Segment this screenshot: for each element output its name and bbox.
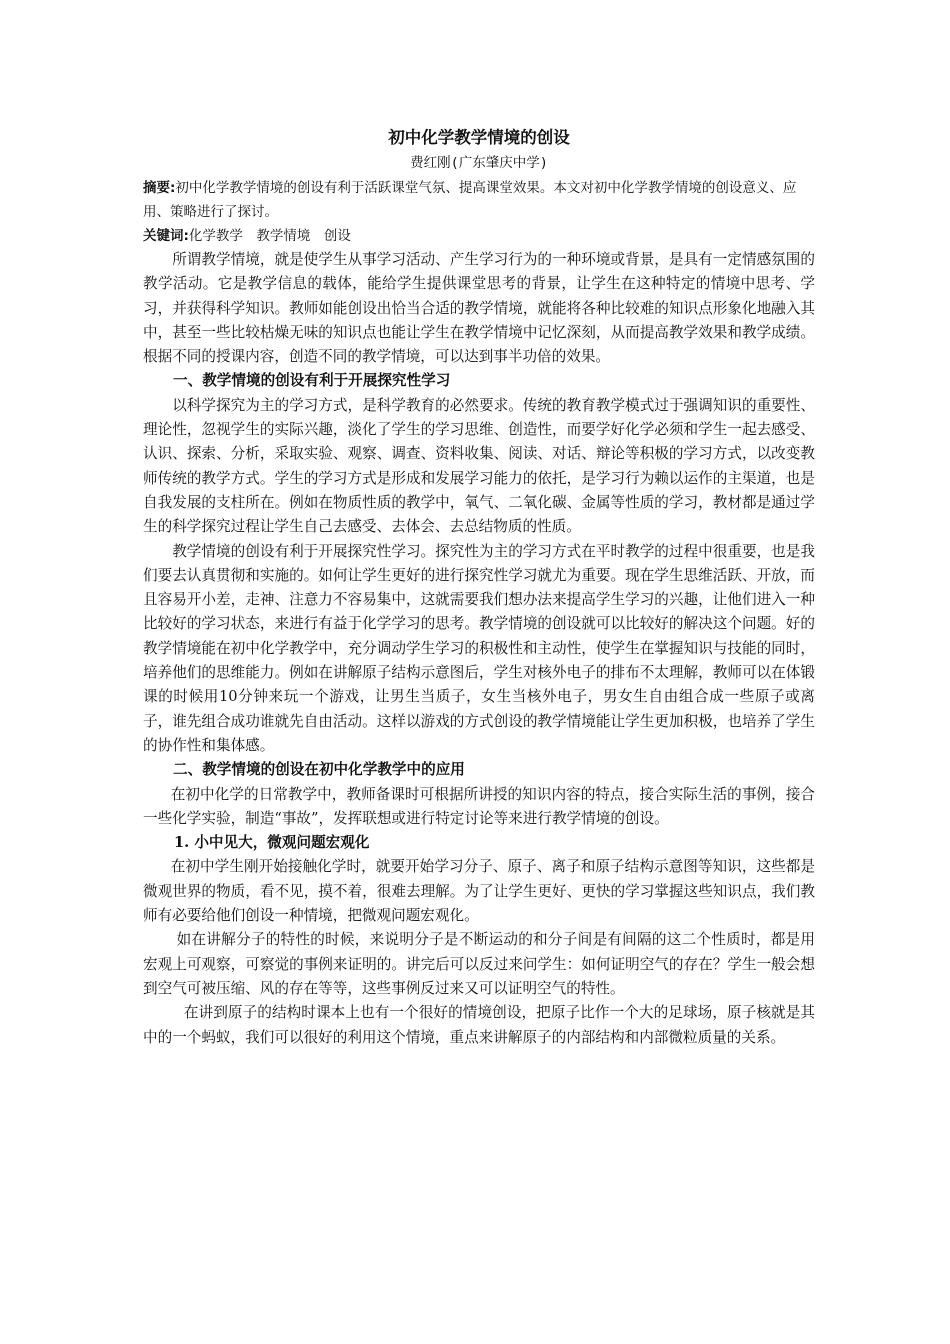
document-title: 初中化学教学情境的创设 <box>388 128 570 147</box>
author-line: 费红刚(广东肇庆中学) <box>410 155 548 171</box>
keywords <box>143 224 815 248</box>
section1-heading: 一、教学情境的创设有利于开展探究性学习 <box>173 372 451 390</box>
intro-paragraph: 所谓教学情境，就是使学生从事学习活动、产生学习行为的一种环境或背景，是具有一定情感氛围的教学活动。它是教学信息的载体，能给学生提供课堂思考的背景，让学生在这种特定的情境中思考、学习，并获得科学知识。教师如能创设出恰当合适的教学情境，就能将各种比较难的知识点形象化地融入其中，甚至一些比较枯燥无味的知识点也能让学生在教学情境中记忆深刻，从而提高教学效果和教学成绩。根据不同的授课内容，创造不同的教学情境，可以达到事半功倍的效果。 <box>143 251 815 366</box>
abstract <box>143 176 815 224</box>
keywords-label: 关键词: <box>143 228 189 244</box>
abstract-label: 摘要: <box>143 180 176 196</box>
subsection1-paragraph-1: 在初中学生刚开始接触化学时，就要开始学习分子、原子、离子和原子结构示意图等知识，这些都是微观世界的物质，看不见，摸不着，很难去理解。为了让学生更好、更快的学习掌握这些知识点，我们教师有必要给他们创设一种情境，把微观问题宏观化。 <box>143 858 815 925</box>
document-page <box>143 126 815 1050</box>
subsection1-paragraph-2: 如在讲解分子的特性的时候，来说明分子是不断运动的和分子间是有间隔的这二个性质时，都是用宏观上可观察，可察觉的事例来证明的。讲完后可以反过来问学生：如何证明空气的存在？学生一般会想到空气可被压缩、风的存在等等，这些事例反过来又可以证明空气的特性。 <box>143 931 815 997</box>
abstract-text: 初中化学教学情境的创设有利于活跃课堂气氛、提高课堂效果。本文对初中化学教学情境的创设意义、应用、策略进行了探讨。 <box>143 180 797 220</box>
keywords-text: 化学教学 教学情境 创设 <box>188 228 351 244</box>
section2-heading: 二、教学情境的创设在初中化学教学中的应用 <box>173 761 465 779</box>
section2-paragraph-1: 在初中化学的日常教学中，教师备课时可根据所讲授的知识内容的特点，接合实际生活的事例，接合一些化学实验，制造“事故”，发挥联想或进行特定讨论等来进行教学情境的创设。 <box>143 785 815 827</box>
subsection1-heading: 1. 小中见大，微观问题宏观化 <box>174 834 370 852</box>
subsection1-paragraph-3: 在讲到原子的结构时课本上也有一个很好的情境创设，把原子比作一个大的足球场，原子核就是其中的一个蚂蚁，我们可以很好的利用这个情境，重点来讲解原子的内部结构和内部微粒质量的关系。 <box>143 1004 815 1046</box>
section1-paragraph-1: 以科学探究为主的学习方式，是科学教育的必然要求。传统的教育教学模式过于强调知识的重要性、理论性，忽视学生的实际兴趣，淡化了学生的学习思维、创造性，而要学好化学必须和学生一起去感受、认识、探索、分析，采取实验、观察、调查、资料收集、阅读、对话、辩论等积极的学习方式，以改变教师传统的教学方式。学生的学习方式是形成和发展学习能力的依托，是学习行为赖以运作的主渠道，也是自我发展的支柱所在。例如在物质性质的教学中，氧气、二氧化碳、金属等性质的学习，教材都是通过学生的科学探究过程让学生自己去感受、去体会、去总结物质的性质。 <box>143 396 815 536</box>
section1-paragraph-2: 教学情境的创设有利于开展探究性学习。探究性为主的学习方式在平时教学的过程中很重要，也是我们要去认真贯彻和实施的。如何让学生更好的进行探究性学习就尤为重要。现在学生思维活跃、开放，而且容易开小差，走神、注意力不容易集中，这就需要我们想办法来提高学生学习的兴趣，让他们进入一种比较好的学习状态，来进行有益于化学学习的思考。教学情境的创设就可以比较好的解决这个问题。好的教学情境能在初中化学教学中，充分调动学生学习的积极性和主动性，使学生在掌握知识与技能的同时，培养他们的思维能力。例如在讲解原子结构示意图后，学生对核外电子的排布不太理解，教师可以在体锻课的时候用10分钟来玩一个游戏，让男生当质子，女生当核外电子，男女生自由组合成一些原子或离子，谁先组合成功谁就先自由活动。这样以游戏的方式创设的教学情境能让学生更加积极，也培养了学生的协作性和集体感。 <box>143 542 815 754</box>
